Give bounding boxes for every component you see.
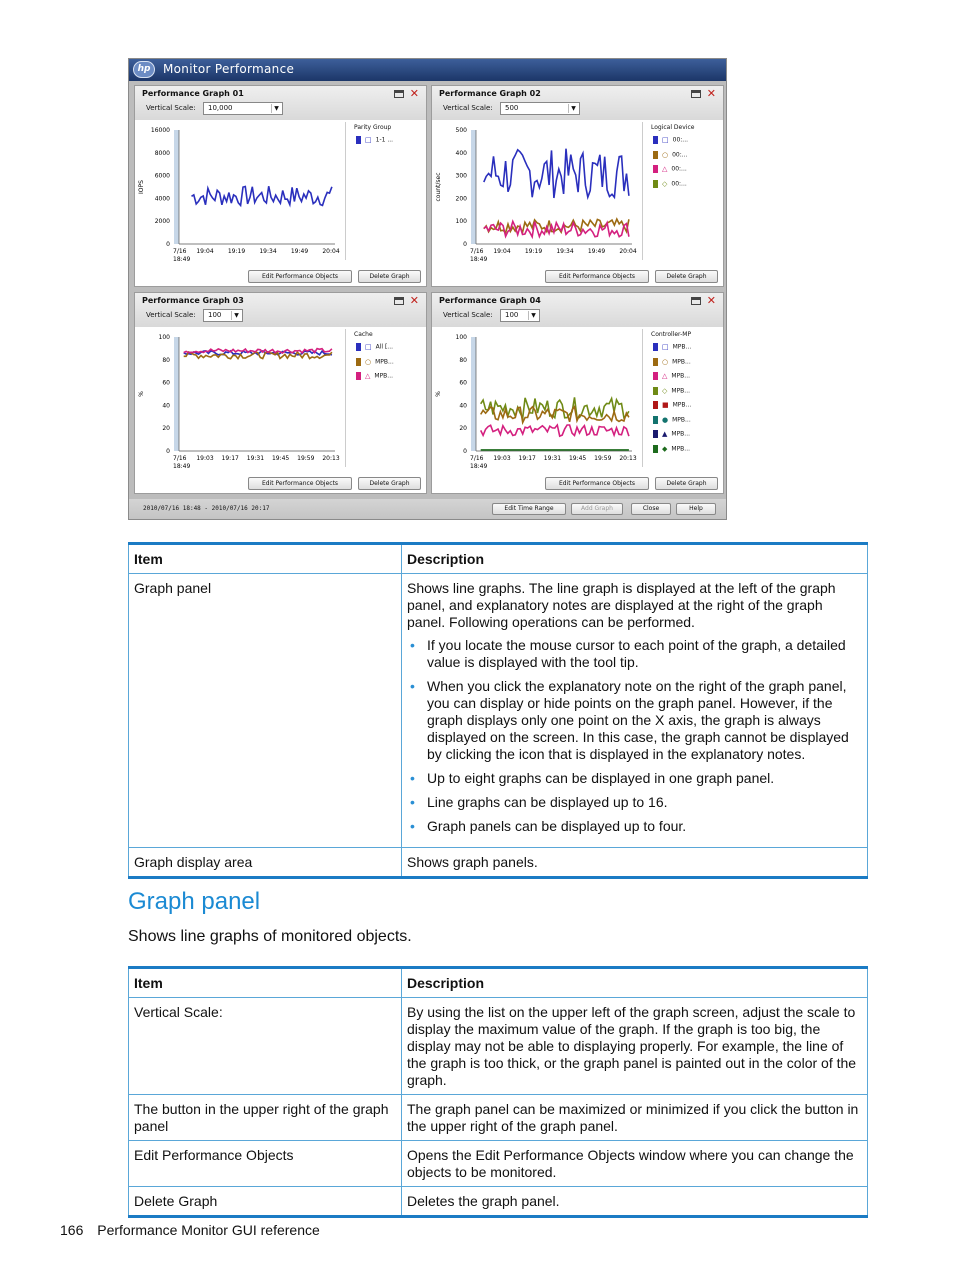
y-tick-label: 16000 [150, 127, 170, 134]
legend-marker-icon: ◆ [662, 444, 668, 453]
section-intro: Shows line graphs of monitored objects. [128, 928, 412, 945]
legend-label: MPB... [671, 387, 691, 394]
line-graph[interactable] [135, 327, 345, 475]
y-tick-label: 20 [459, 425, 467, 433]
legend-swatch [653, 343, 658, 351]
legend-item[interactable] [653, 387, 690, 397]
legend-marker-icon: △ [662, 165, 668, 173]
window-titlebar [129, 59, 726, 81]
legend-item[interactable] [356, 343, 393, 353]
row-description-text: Shows line graphs. The line graph is displayed at the left of the graph panel, and explanatory notes are displayed at the right of the graph panel. Following operations can be performed. [407, 580, 836, 630]
legend-swatch [653, 151, 658, 159]
x-tick-label: 19:31 [543, 455, 562, 462]
series-line [484, 149, 629, 198]
legend-label: MPB... [374, 372, 394, 380]
legend-title: Logical Device [651, 124, 695, 131]
legend [642, 122, 722, 260]
legend-title: Cache [354, 331, 373, 338]
legend-item[interactable] [653, 136, 688, 146]
edit-performance-objects-button[interactable]: Edit Performance Objects [545, 477, 649, 490]
row-item: Vertical Scale: [129, 998, 402, 1095]
row-description: Opens the Edit Performance Objects window where you can change the objects to be monitored. [402, 1141, 868, 1187]
legend-swatch [653, 358, 658, 366]
x-tick-label: 19:17 [221, 455, 239, 462]
x-tick-sublabel: 18:49 [173, 463, 191, 470]
line-graph[interactable] [432, 327, 642, 475]
x-tick-label: 19:04 [493, 248, 511, 255]
edit-time-range-button[interactable]: Edit Time Range [492, 503, 566, 515]
y-tick-label: 500 [455, 127, 467, 134]
x-tick-sublabel: 18:49 [470, 463, 488, 470]
y-tick-label: 60 [459, 379, 467, 387]
list-item: • Graph panels can be displayed up to four. [407, 818, 862, 835]
list-item: • If you locate the mouse cursor to each point of the graph, a detailed value is displayed with the tool tip. [407, 637, 862, 671]
list-item: • Up to eight graphs can be displayed in one graph panel. [407, 770, 862, 787]
y-tick-label: 2000 [154, 218, 170, 226]
page-footer [60, 1222, 330, 1238]
row-description: Deletes the graph panel. [402, 1187, 868, 1217]
graph-panel-04 [431, 292, 724, 494]
section-heading: Graph panel [128, 888, 261, 915]
header-item: Item [129, 968, 402, 998]
list-item: • Line graphs can be displayed up to 16. [407, 794, 862, 811]
x-tick-label: 20:04 [619, 248, 637, 255]
legend-marker-icon: ○ [662, 357, 669, 366]
legend-item[interactable] [356, 372, 393, 382]
item-description-table-1 [128, 542, 868, 879]
y-axis-label: % [435, 391, 442, 397]
row-item: Graph panel [129, 574, 402, 848]
edit-performance-objects-button[interactable]: Edit Performance Objects [248, 477, 352, 490]
header-description: Description [402, 544, 868, 574]
table-row [129, 1141, 868, 1187]
legend-marker-icon: ○ [365, 357, 372, 366]
x-tick-label: 19:45 [271, 455, 290, 462]
legend-label: MPB... [671, 372, 691, 380]
footer-text: Performance Monitor GUI reference [97, 1222, 320, 1238]
chevron-down-icon: ▼ [271, 104, 281, 113]
y-tick-label: 4000 [154, 195, 170, 203]
panel-title: Performance Graph 04 [439, 296, 541, 305]
vertical-scale-value: 100 [208, 311, 222, 319]
legend-swatch [356, 358, 361, 366]
legend-marker-icon: □ [662, 343, 669, 351]
x-tick-label: 19:34 [556, 248, 574, 255]
x-tick-label: 19:59 [594, 455, 612, 462]
vertical-scale-label: Vertical Scale: [443, 104, 493, 112]
x-tick-label: 20:13 [322, 455, 340, 462]
graph-panel-01 [134, 85, 427, 287]
legend-marker-icon: ▲ [662, 430, 668, 438]
legend-item[interactable] [653, 416, 691, 426]
legend-marker-icon: ◇ [662, 179, 668, 188]
legend-swatch [653, 387, 658, 395]
legend-marker-icon: ○ [662, 150, 669, 159]
legend-label: MPB... [671, 445, 691, 452]
axis-band [471, 130, 476, 244]
bullet-list [407, 637, 862, 835]
legend-marker-icon: ■ [662, 401, 669, 409]
legend-swatch [653, 180, 658, 188]
legend-item[interactable] [653, 151, 688, 161]
x-tick-sublabel: 18:49 [173, 256, 191, 263]
legend [345, 122, 425, 260]
close-icon[interactable]: ✕ [706, 294, 716, 307]
maximize-icon[interactable] [691, 90, 701, 98]
legend [642, 329, 722, 467]
vertical-scale-label: Vertical Scale: [443, 311, 493, 319]
help-button[interactable]: Help [676, 503, 716, 515]
table-row [129, 1187, 868, 1217]
y-tick-label: 0 [166, 241, 170, 248]
y-tick-label: 300 [455, 172, 467, 180]
chevron-down-icon: ▼ [231, 311, 241, 320]
legend-swatch [653, 401, 658, 409]
delete-graph-button[interactable]: Delete Graph [358, 270, 421, 283]
vertical-scale-select[interactable] [500, 309, 540, 322]
legend-marker-icon: □ [365, 343, 372, 351]
legend-swatch [653, 416, 658, 424]
y-axis-label: IOPS [138, 180, 145, 194]
y-tick-label: 6000 [154, 172, 170, 180]
x-tick-label: 7/16 [470, 455, 484, 462]
legend-item[interactable] [356, 358, 394, 368]
x-tick-label: 19:03 [493, 455, 511, 462]
legend-swatch [356, 343, 361, 351]
legend-label: MPB... [672, 401, 692, 409]
x-tick-label: 19:19 [524, 248, 543, 255]
maximize-icon[interactable] [691, 297, 701, 305]
table-row [129, 848, 868, 878]
y-tick-label: 0 [463, 448, 467, 455]
close-icon[interactable]: ✕ [706, 87, 716, 100]
legend-marker-icon: △ [662, 372, 668, 380]
legend-label: MPB... [672, 358, 691, 365]
legend-marker-icon: △ [365, 372, 371, 380]
row-description [402, 574, 868, 848]
legend-item[interactable] [653, 401, 691, 411]
x-tick-label: 20:13 [619, 455, 637, 462]
row-item: Edit Performance Objects [129, 1141, 402, 1187]
y-tick-label: 0 [463, 241, 467, 248]
y-tick-label: 100 [455, 334, 467, 341]
vertical-scale-value: 10,000 [208, 104, 233, 112]
close-icon[interactable]: ✕ [409, 294, 419, 307]
legend-item[interactable] [653, 343, 691, 353]
table-row [129, 574, 868, 848]
vertical-scale-select[interactable] [203, 309, 243, 322]
chevron-down-icon: ▼ [568, 104, 578, 113]
axis-band [174, 337, 179, 451]
legend-swatch [653, 136, 658, 144]
maximize-icon[interactable] [394, 90, 404, 98]
x-tick-label: 7/16 [470, 248, 484, 255]
legend-swatch [653, 430, 658, 438]
legend-item[interactable] [653, 445, 690, 455]
row-item: The button in the upper right of the graph panel [129, 1095, 402, 1141]
legend-label: 1-1 ... [375, 136, 394, 144]
x-tick-label: 19:49 [290, 248, 309, 255]
legend-title: Parity Group [354, 124, 392, 131]
x-tick-label: 19:59 [297, 455, 315, 462]
item-description-table-2 [128, 966, 868, 1218]
vertical-scale-select[interactable] [500, 102, 580, 115]
y-tick-label: 80 [459, 356, 467, 364]
x-tick-label: 19:17 [518, 455, 536, 462]
x-tick-label: 19:04 [196, 248, 214, 255]
panel-title: Performance Graph 02 [439, 89, 541, 98]
window-title: Monitor Performance [163, 62, 295, 76]
row-description: By using the list on the upper left of the graph screen, adjust the scale to display the maximum value of the graph. If the graph is too big, the display may not be able to displaying properly. For example, the line of the graph is too thick, or the graph panel is painted out in the color of the graph. [402, 998, 868, 1095]
legend-swatch [356, 136, 361, 144]
legend-item[interactable] [653, 430, 690, 440]
series-line [192, 186, 332, 205]
close-icon[interactable]: ✕ [409, 87, 419, 100]
legend-item[interactable] [653, 358, 691, 368]
axis-band [471, 337, 476, 451]
x-tick-label: 20:04 [322, 248, 340, 255]
legend-label: MPB... [375, 358, 394, 365]
legend-label: MPB... [672, 416, 691, 423]
vertical-scale-value: 100 [505, 311, 519, 319]
y-tick-label: 0 [166, 448, 170, 455]
legend-label: 00:... [672, 151, 688, 158]
monitor-performance-window [128, 58, 727, 520]
axis-band [174, 130, 179, 244]
x-tick-label: 19:49 [587, 248, 606, 255]
y-tick-label: 60 [162, 379, 170, 387]
legend-label: 00:... [671, 180, 687, 187]
page-number: 166 [60, 1222, 84, 1238]
panel-title: Performance Graph 03 [142, 296, 244, 305]
y-tick-label: 100 [455, 218, 467, 226]
vertical-scale-label: Vertical Scale: [146, 311, 196, 319]
x-tick-sublabel: 18:49 [470, 256, 488, 263]
chevron-down-icon: ▼ [528, 311, 538, 320]
row-description: Shows graph panels. [402, 848, 868, 878]
legend-swatch [356, 372, 361, 380]
table-row [129, 998, 868, 1095]
list-item: • When you click the explanatory note on the right of the graph panel, you can display or hide points on the graph panel. However, if the graph displays only one point on the X axis, the graph is always displayed on the screen. In this case, the graph cannot be displayed by clicking the icon that is displayed in the explanatory notes. [407, 678, 862, 763]
legend-label: 00:... [672, 136, 689, 144]
hp-logo-icon: hp [133, 61, 155, 78]
x-tick-label: 19:03 [196, 455, 214, 462]
y-tick-label: 20 [162, 425, 170, 433]
x-tick-label: 19:34 [259, 248, 277, 255]
close-button[interactable]: Close [631, 503, 671, 515]
legend-swatch [653, 372, 658, 380]
y-tick-label: 400 [455, 149, 467, 157]
legend-label: All [... [375, 343, 394, 351]
row-item: Delete Graph [129, 1187, 402, 1217]
legend-marker-icon: ● [662, 415, 669, 424]
header-item: Item [129, 544, 402, 574]
x-tick-label: 19:45 [568, 455, 587, 462]
add-graph-button[interactable]: Add Graph [571, 503, 623, 515]
delete-graph-button[interactable]: Delete Graph [358, 477, 421, 490]
vertical-scale-value: 500 [505, 104, 519, 112]
legend-item[interactable] [653, 165, 687, 175]
legend-marker-icon: □ [365, 136, 372, 144]
legend-marker-icon: □ [662, 136, 669, 144]
x-tick-label: 19:19 [227, 248, 246, 255]
vertical-scale-label: Vertical Scale: [146, 104, 196, 112]
legend-label: MPB... [671, 430, 691, 438]
row-item: Graph display area [129, 848, 402, 878]
legend-title: Controller-MP [651, 331, 692, 338]
legend-item[interactable] [356, 136, 393, 146]
legend-label: 00:... [671, 165, 687, 173]
legend-swatch [653, 445, 658, 453]
edit-performance-objects-button[interactable]: Edit Performance Objects [545, 270, 649, 283]
x-tick-label: 7/16 [173, 248, 187, 255]
y-tick-label: 200 [455, 195, 467, 203]
legend-marker-icon: ◇ [662, 386, 668, 395]
y-tick-label: 80 [162, 356, 170, 364]
legend-swatch [653, 165, 658, 173]
vertical-scale-select[interactable] [203, 102, 283, 115]
line-graph[interactable] [432, 120, 642, 268]
time-range-text: 2010/07/16 18:48 - 2010/07/16 20:17 [143, 505, 270, 512]
y-tick-label: 40 [162, 402, 170, 410]
y-tick-label: 8000 [154, 149, 170, 157]
x-tick-label: 19:31 [246, 455, 265, 462]
y-tick-label: 40 [459, 402, 467, 410]
y-tick-label: 100 [158, 334, 170, 341]
edit-performance-objects-button[interactable]: Edit Performance Objects [248, 270, 352, 283]
line-graph[interactable] [135, 120, 345, 268]
graph-panel-03 [134, 292, 427, 494]
legend-item[interactable] [653, 180, 687, 190]
table-row [129, 1095, 868, 1141]
series-line [481, 425, 629, 436]
x-tick-label: 7/16 [173, 455, 187, 462]
legend-label: MPB... [672, 343, 692, 351]
graph-panel-02 [431, 85, 724, 287]
panel-title: Performance Graph 01 [142, 89, 244, 98]
delete-graph-button[interactable]: Delete Graph [655, 477, 718, 490]
y-axis-label: % [138, 391, 145, 397]
y-axis-label: count/sec [435, 172, 442, 202]
legend-item[interactable] [653, 372, 690, 382]
delete-graph-button[interactable]: Delete Graph [655, 270, 718, 283]
window-footer [129, 499, 726, 519]
legend [345, 329, 425, 467]
row-description: The graph panel can be maximized or minimized if you click the button in the upper right of the graph panel. [402, 1095, 868, 1141]
maximize-icon[interactable] [394, 297, 404, 305]
header-description: Description [402, 968, 868, 998]
